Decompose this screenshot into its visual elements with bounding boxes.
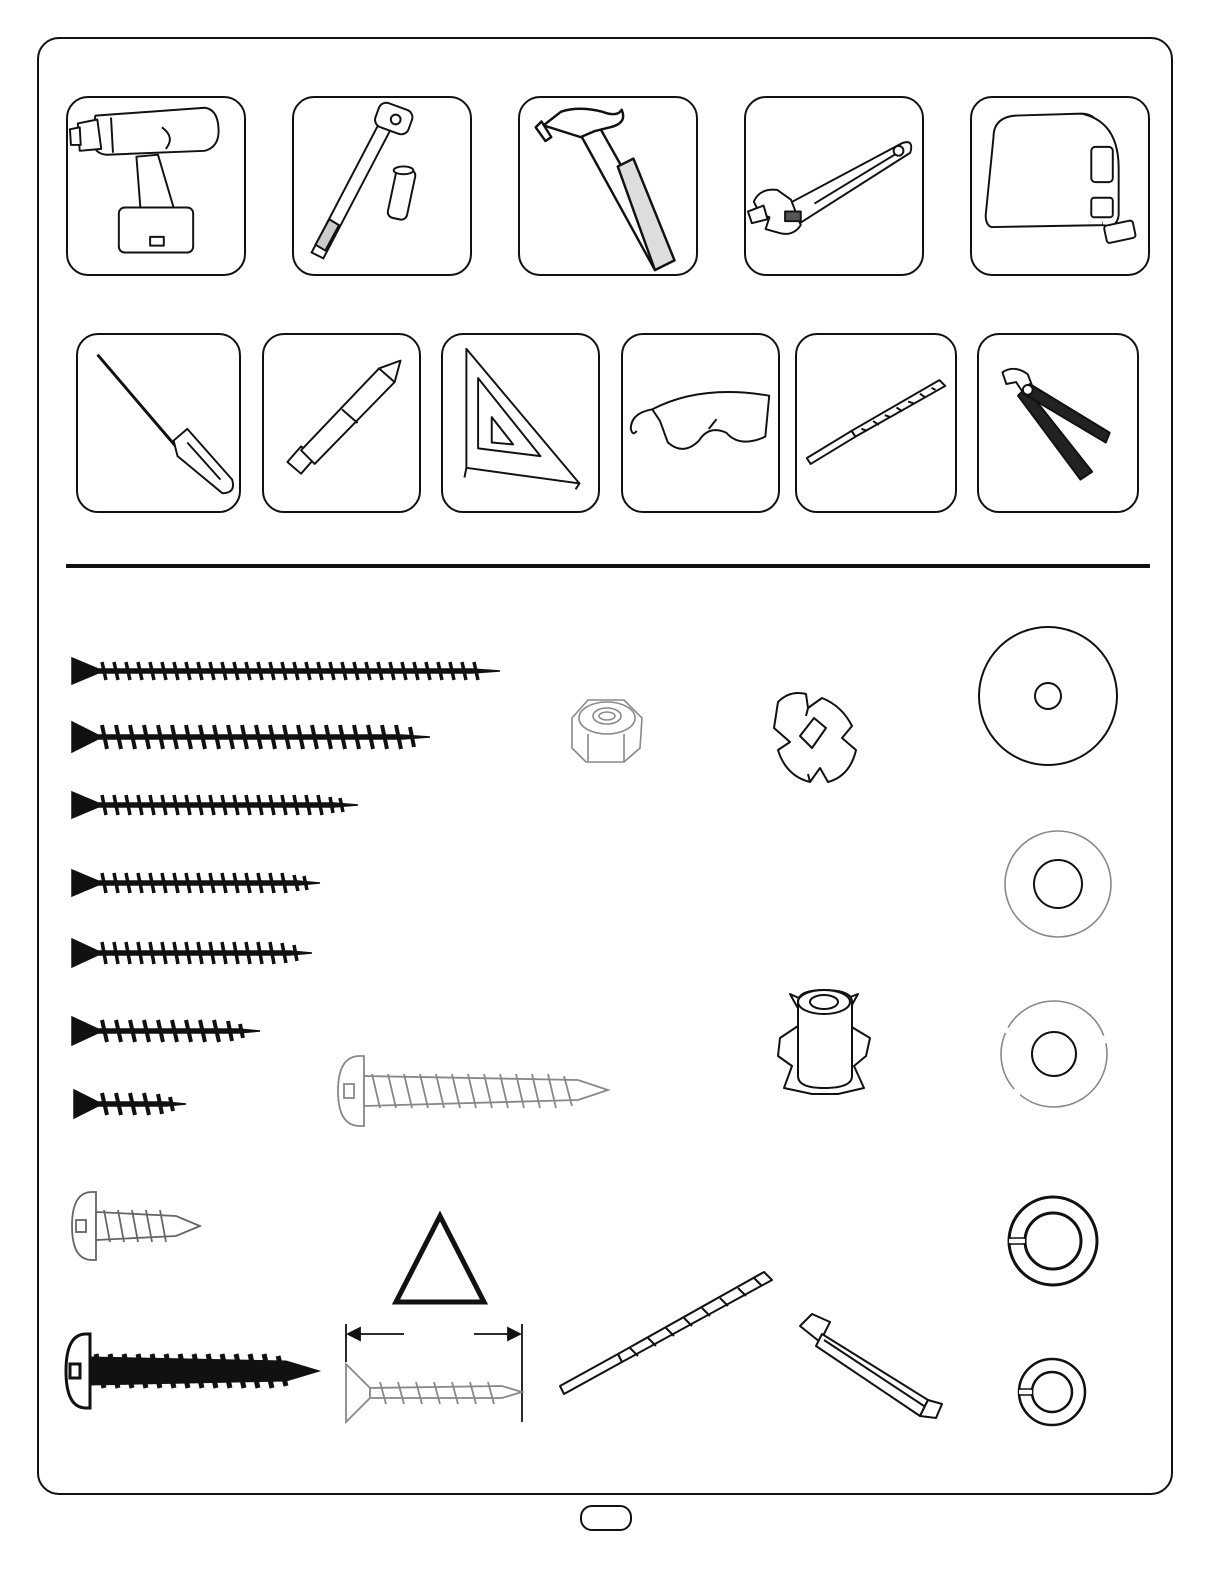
safety-glasses-icon [623, 335, 778, 511]
adjustable-wrench-icon [746, 98, 922, 274]
tee-nut-icon [770, 688, 860, 788]
tool-tile-pliers [977, 333, 1139, 513]
pliers-icon [979, 335, 1137, 511]
phillips-bit-icon [264, 335, 419, 511]
tool-tile-adjustable-wrench [744, 96, 924, 276]
square-drive-bit-icon [796, 1312, 946, 1422]
screw-icon [342, 1322, 528, 1428]
pan-head-screw-icon [72, 1190, 204, 1264]
screw-icon [72, 937, 316, 969]
washer-icon [976, 624, 1120, 768]
lock-nut-icon [566, 694, 648, 766]
screw-icon [72, 720, 434, 754]
screw-icon [72, 1088, 190, 1120]
split-lock-washer-icon [1006, 1194, 1100, 1288]
drill-bit-icon [797, 335, 955, 511]
tool-tile-drill [66, 96, 246, 276]
washer-icon [1002, 828, 1114, 940]
tool-tile-drill-bit [795, 333, 957, 513]
speed-square-icon [443, 335, 598, 511]
screw-icon [72, 1015, 264, 1047]
split-lock-washer-icon [1016, 1356, 1088, 1428]
tool-tile-speed-square [441, 333, 600, 513]
tool-tile-safety-glasses [621, 333, 780, 513]
tool-tile-socket-wrench [292, 96, 472, 276]
socket-wrench-icon [294, 98, 470, 274]
screw-icon [72, 656, 504, 686]
section-divider [66, 564, 1150, 568]
tee-nut-barrel-icon [760, 984, 888, 1104]
page-number-box [580, 1505, 632, 1531]
screw-icon [72, 790, 362, 820]
screw-icon [72, 868, 324, 898]
tool-tile-hammer [518, 96, 698, 276]
screwdriver-icon [78, 335, 239, 511]
cordless-drill-icon [68, 98, 244, 274]
tool-tile-tape-measure [970, 96, 1150, 276]
hammer-icon [520, 98, 696, 274]
pan-head-screw-icon [66, 1330, 322, 1412]
tool-tile-phillips-bit [262, 333, 421, 513]
tape-measure-icon [972, 98, 1148, 274]
warning-triangle-icon [392, 1212, 488, 1306]
drill-bit-icon [558, 1266, 778, 1398]
tool-tile-screwdriver [76, 333, 241, 513]
washer-icon [998, 998, 1110, 1110]
pan-head-screw-icon [338, 1052, 614, 1130]
